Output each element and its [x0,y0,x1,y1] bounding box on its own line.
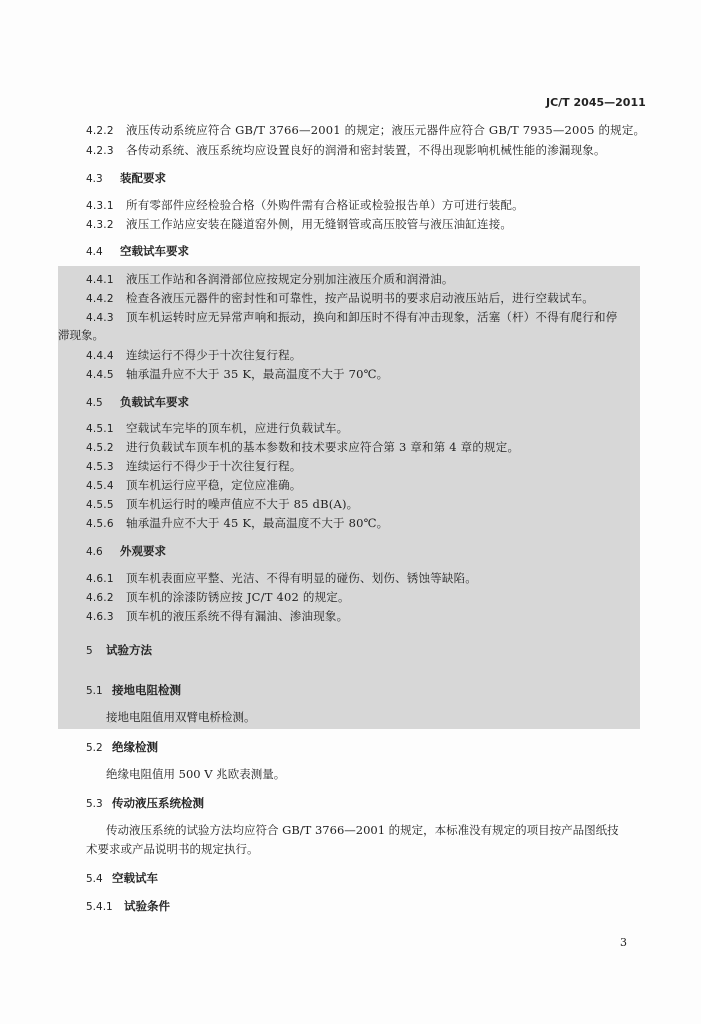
clause-number: 4.5.6 [86,518,114,530]
section-number: 5.4 [86,873,103,885]
section-title: 装配要求 [120,171,166,185]
section-4-6-heading [86,543,166,560]
clause-4-6-1 [86,570,477,587]
clause-text: 进行负载试车顶车机的基本参数和技术要求应符合第 3 章和第 4 章的规定。 [126,440,520,454]
section-5-4-heading [86,870,158,887]
section-title: 传动液压系统检测 [112,796,204,810]
section-title: 空载试车要求 [120,244,189,258]
clause-text: 轴承温升应不大于 35 K，最高温度不大于 70℃。 [126,367,389,381]
clause-number: 4.3.2 [86,219,114,231]
clause-4-4-5 [86,366,388,383]
page-number: 3 [620,936,627,949]
section-title: 绝缘检测 [112,740,158,754]
standard-number: JC/T 2045—2011 [546,96,646,109]
chapter-5-heading [86,642,152,659]
clause-4-3-2 [86,216,512,233]
section-5-2-heading [86,739,158,756]
clause-text: 各传动系统、液压系统均应设置良好的润滑和密封装置，不得出现影响机械性能的渗漏现象。 [126,143,606,157]
clause-number: 4.4.2 [86,293,114,305]
clause-text: 液压传动系统应符合 GB/T 3766—2001 的规定；液压元器件应符合 GB/T 7935—2005 的规定。 [126,123,646,137]
chapter-number: 5 [86,645,93,657]
clause-number: 5.4.1 [86,901,113,913]
clause-text: 轴承温升应不大于 45 K，最高温度不大于 80℃。 [126,516,389,530]
clause-number: 4.4.4 [86,350,114,362]
clause-number: 4.4.5 [86,369,114,381]
clause-text: 所有零部件应经检验合格（外购件需有合格证或检验报告单）方可进行装配。 [126,198,524,212]
clause-4-5-5 [86,496,358,513]
section-number: 4.5 [86,397,103,409]
clause-number: 4.4.1 [86,274,114,286]
section-title: 空载试车 [112,871,158,885]
clause-text: 顶车机运行时的噪声值应不大于 85 dB(A)。 [126,497,359,511]
clause-number: 4.5.3 [86,461,114,473]
clause-4-2-2 [86,122,645,139]
clause-4-6-2 [86,589,350,606]
clause-text: 顶车机的涂漆防锈应按 JC/T 402 的规定。 [126,590,350,604]
clause-number: 4.5.4 [86,480,114,492]
section-number: 4.3 [86,173,103,185]
section-number: 4.6 [86,546,103,558]
section-5-1-body: 接地电阻值用双臂电桥检测。 [106,710,256,724]
clause-number: 4.6.1 [86,573,114,585]
clause-number: 4.2.3 [86,145,114,157]
section-5-1-heading [86,682,181,699]
section-5-2-body: 绝缘电阻值用 500 V 兆欧表测量。 [106,767,286,781]
clause-text: 空载试车完毕的顶车机，应进行负载试车。 [126,421,349,435]
section-title: 负载试车要求 [120,395,189,409]
section-number: 4.4 [86,246,103,258]
clause-number: 4.5.2 [86,442,114,454]
clause-text: 液压工作站和各润滑部位应按规定分别加注液压介质和润滑油。 [126,272,454,286]
clause-4-4-1 [86,271,454,288]
section-4-4-heading [86,243,189,260]
clause-4-5-3 [86,458,302,475]
clause-number: 4.2.2 [86,125,114,137]
section-5-3-heading [86,795,204,812]
clause-text: 连续运行不得少于十次往复行程。 [126,348,302,362]
clause-4-3-1 [86,197,524,214]
section-number: 5.1 [86,685,103,697]
section-number: 5.2 [86,742,103,754]
section-title: 接地电阻检测 [112,683,181,697]
section-title: 外观要求 [120,544,166,558]
clause-4-6-3 [86,608,348,625]
clause-text: 检查各液压元器件的密封性和可靠性，按产品说明书的要求启动液压站后，进行空载试车。 [126,291,594,305]
clause-text: 液压工作站应安装在隧道窑外侧，用无缝钢管或高压胶管与液压油缸连接。 [126,217,513,231]
section-number: 5.3 [86,798,103,810]
clause-4-4-3 [86,309,617,326]
section-4-5-heading [86,394,189,411]
section-5-3-body: 传动液压系统的试验方法均应符合 GB/T 3766—2001 的规定，本标准没有规定的项目按产品图纸技 [106,823,619,837]
clause-4-4-2 [86,290,594,307]
clause-number: 4.4.3 [86,312,114,324]
clause-text: 顶车机的液压系统不得有漏油、渗油现象。 [126,609,349,623]
section-4-3-heading [86,170,166,187]
clause-title: 试验条件 [124,899,170,913]
clause-5-4-1-heading [86,898,170,915]
clause-number: 4.6.2 [86,592,114,604]
clause-text: 连续运行不得少于十次往复行程。 [126,459,302,473]
clause-number: 4.6.3 [86,611,114,623]
clause-4-5-2 [86,439,519,456]
clause-number: 4.3.1 [86,200,114,212]
clause-text: 顶车机运行应平稳，定位应准确。 [126,478,302,492]
clause-4-4-4 [86,347,302,364]
clause-text: 顶车机表面应平整、光洁、不得有明显的碰伤、划伤、锈蚀等缺陷。 [126,571,477,585]
clause-4-2-3 [86,142,606,159]
clause-4-5-1 [86,420,348,437]
clause-number: 4.5.5 [86,499,114,511]
clause-4-5-6 [86,515,388,532]
clause-4-5-4 [86,477,302,494]
clause-text: 顶车机运转时应无异常声响和振动，换向和卸压时不得有冲击现象，活塞（杆）不得有爬行和停 [126,310,618,324]
clause-4-4-3-continuation: 滞现象。 [58,328,104,342]
chapter-title: 试验方法 [106,643,152,657]
clause-number: 4.5.1 [86,423,114,435]
section-5-3-body-continuation: 术要求或产品说明书的规定执行。 [86,842,259,856]
